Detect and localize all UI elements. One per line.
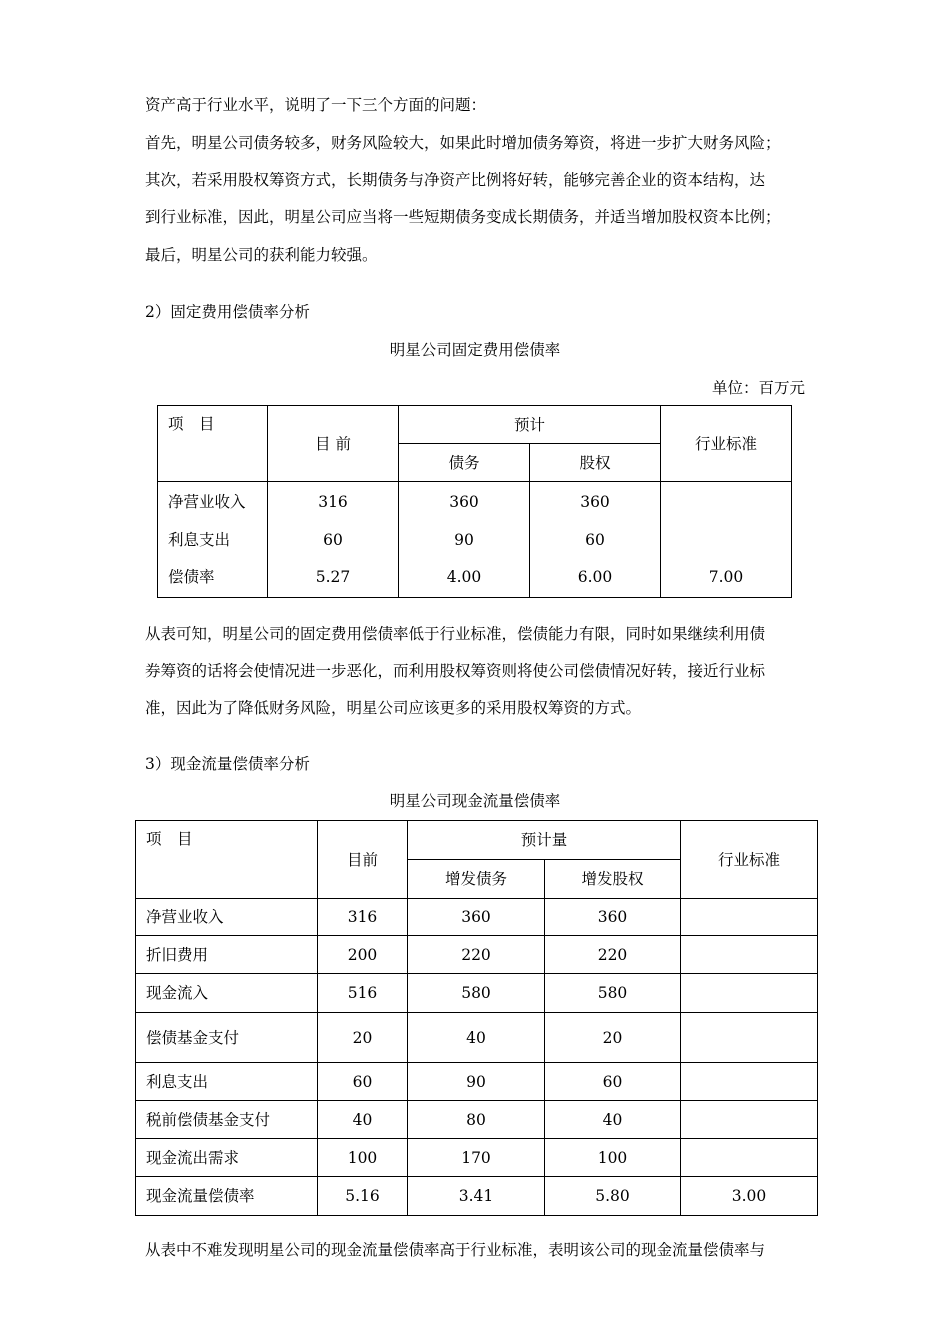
row-label: 偿债基金支付 xyxy=(136,1013,318,1063)
cell-equity: 580 xyxy=(545,974,681,1013)
row-label: 净营业收入 xyxy=(158,482,268,522)
header-item: 项 目 xyxy=(158,406,268,482)
cell-current: 20 xyxy=(318,1013,408,1063)
table-row xyxy=(136,936,818,974)
cell-equity: 60 xyxy=(530,522,661,558)
row-label: 利息支出 xyxy=(158,522,268,558)
table-row xyxy=(136,1139,818,1177)
cell-current: 100 xyxy=(318,1139,408,1177)
header-debt: 债务 xyxy=(399,444,530,482)
row-label: 现金流量偿债率 xyxy=(136,1177,318,1216)
table-row xyxy=(136,1177,818,1216)
header-current: 目前 xyxy=(318,821,408,899)
cell-industry xyxy=(681,899,818,936)
cell-industry xyxy=(681,936,818,974)
cell-current: 200 xyxy=(318,936,408,974)
row-label: 现金流出需求 xyxy=(136,1139,318,1177)
cell-debt: 360 xyxy=(399,482,530,522)
table-title: 明星公司现金流量偿债率 xyxy=(389,792,561,810)
paragraph-line: 资产高于行业水平，说明了一下三个方面的问题： xyxy=(145,96,487,114)
header-forecast: 预计 xyxy=(399,406,661,444)
cell-debt: 220 xyxy=(408,936,545,974)
row-label: 现金流入 xyxy=(136,974,318,1013)
cell-industry xyxy=(681,1101,818,1139)
row-label: 利息支出 xyxy=(136,1063,318,1101)
cell-equity: 360 xyxy=(530,482,661,522)
row-label: 净营业收入 xyxy=(136,899,318,936)
cell-equity: 40 xyxy=(545,1101,681,1139)
cell-current: 316 xyxy=(318,899,408,936)
paragraph-line: 准，因此为了降低财务风险，明星公司应该更多的采用股权筹资的方式。 xyxy=(145,699,642,717)
cell-industry xyxy=(681,1013,818,1063)
cell-industry xyxy=(681,1063,818,1101)
cell-current: 516 xyxy=(318,974,408,1013)
cell-industry xyxy=(681,974,818,1013)
cell-equity: 6.00 xyxy=(530,558,661,598)
unit-label: 单位：百万元 xyxy=(711,379,805,397)
cell-debt: 580 xyxy=(408,974,545,1013)
paragraph-line: 到行业标准，因此，明星公司应当将一些短期债务变成长期债务，并适当增加股权资本比例； xyxy=(145,208,781,226)
header-debt: 增发债务 xyxy=(408,860,545,899)
header-equity: 增发股权 xyxy=(545,860,681,899)
cash-flow-coverage-table xyxy=(135,820,818,1216)
cell-equity: 220 xyxy=(545,936,681,974)
cell-current: 316 xyxy=(268,482,399,522)
table-row xyxy=(158,522,792,558)
table-row xyxy=(158,558,792,598)
cell-industry: 7.00 xyxy=(661,558,792,598)
header-equity: 股权 xyxy=(530,444,661,482)
cell-debt: 90 xyxy=(399,522,530,558)
cell-industry xyxy=(681,1139,818,1177)
table-row xyxy=(136,899,818,936)
table-row xyxy=(136,1013,818,1063)
paragraph-line: 最后，明星公司的获利能力较强。 xyxy=(145,246,378,264)
table-row xyxy=(136,1101,818,1139)
cell-industry: 3.00 xyxy=(681,1177,818,1216)
cell-equity: 360 xyxy=(545,899,681,936)
table-row xyxy=(158,482,792,522)
section-heading: 3）现金流量偿债率分析 xyxy=(145,755,310,773)
header-current: 目 前 xyxy=(268,406,399,482)
table-row xyxy=(136,974,818,1013)
cell-debt: 170 xyxy=(408,1139,545,1177)
cell-current: 40 xyxy=(318,1101,408,1139)
cell-debt: 360 xyxy=(408,899,545,936)
paragraph-line: 首先，明星公司债务较多，财务风险较大，如果此时增加债务筹资，将进一步扩大财务风险； xyxy=(145,134,781,152)
cell-debt: 90 xyxy=(408,1063,545,1101)
cell-industry xyxy=(661,522,792,558)
row-label: 偿债率 xyxy=(158,558,268,598)
cell-equity: 60 xyxy=(545,1063,681,1101)
cell-debt: 40 xyxy=(408,1013,545,1063)
cell-equity: 20 xyxy=(545,1013,681,1063)
cell-equity: 5.80 xyxy=(545,1177,681,1216)
cell-current: 60 xyxy=(268,522,399,558)
header-item: 项 目 xyxy=(136,821,318,899)
cell-current: 5.27 xyxy=(268,558,399,598)
cell-debt: 3.41 xyxy=(408,1177,545,1216)
cell-debt: 80 xyxy=(408,1101,545,1139)
cell-current: 5.16 xyxy=(318,1177,408,1216)
cell-debt: 4.00 xyxy=(399,558,530,598)
paragraph-line: 券筹资的话将会使情况进一步恶化，而利用股权筹资则将使公司偿债情况好转，接近行业标 xyxy=(145,662,766,680)
paragraph-line: 从表可知，明星公司的固定费用偿债率低于行业标准，偿债能力有限，同时如果继续利用债 xyxy=(145,625,766,643)
cell-current: 60 xyxy=(318,1063,408,1101)
table-title: 明星公司固定费用偿债率 xyxy=(389,341,561,359)
header-industry: 行业标准 xyxy=(661,406,792,482)
section-heading: 2）固定费用偿债率分析 xyxy=(145,303,310,321)
header-industry: 行业标准 xyxy=(681,821,818,899)
header-forecast: 预计量 xyxy=(408,821,681,860)
paragraph-line: 从表中不难发现明星公司的现金流量偿债率高于行业标准，表明该公司的现金流量偿债率与 xyxy=(145,1241,766,1259)
paragraph-line: 其次，若采用股权筹资方式，长期债务与净资产比例将好转，能够完善企业的资本结构，达 xyxy=(145,171,766,189)
table-row xyxy=(136,1063,818,1101)
row-label: 税前偿债基金支付 xyxy=(136,1101,318,1139)
row-label: 折旧费用 xyxy=(136,936,318,974)
fixed-charge-coverage-table xyxy=(157,405,792,598)
cell-industry xyxy=(661,482,792,522)
cell-equity: 100 xyxy=(545,1139,681,1177)
